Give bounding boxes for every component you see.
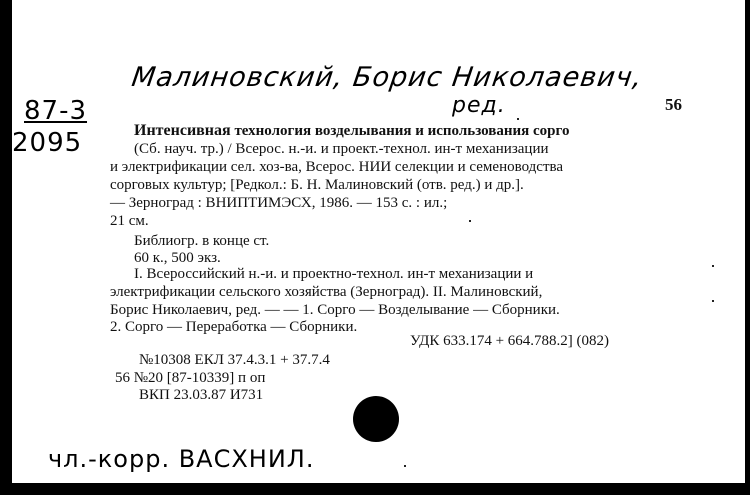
- title-line-5: — Зерноград : ВНИПТИМЭСХ, 1986. — 153 с. : ил.;: [110, 195, 448, 211]
- udc-line: УДК 633.174 + 664.788.2] (082): [410, 333, 610, 349]
- handwritten-role: ред.: [452, 93, 506, 118]
- card-number: 56: [665, 95, 682, 114]
- title-line-1-rest: технология возделывания и использования сорго: [234, 123, 570, 139]
- speck: [517, 118, 519, 120]
- bibliography-note: Библиогр. в конце ст.: [134, 233, 270, 249]
- tracing-line-2: электрификации сельского хозяйства (Зерноград). II. Малиновский,: [110, 284, 543, 300]
- handwritten-shelfmark-bottom: 2095: [12, 128, 83, 158]
- tracing-line-4: 2. Сорго — Переработка — Сборники.: [110, 319, 358, 335]
- price-run: 60 к., 500 экз.: [134, 250, 221, 266]
- punch-hole: [353, 396, 399, 442]
- tracing-line-1: I. Всероссийский н.-и. и проектно-технол. ин-т механизации и: [134, 266, 534, 282]
- title-line-2: (Сб. науч. тр.) / Всерос. н.-и. и проект.-технол. ин-т механизации: [134, 141, 549, 157]
- handwritten-heading: Малиновский, Борис Николаевич,: [129, 62, 645, 93]
- speck: [712, 265, 714, 267]
- inventory-line: 56 №20 [87-10339] п оп: [115, 370, 266, 386]
- title-line-4: сорговых культур; [Редкол.: Б. Н. Малиновский (отв. ред.) и др.].: [110, 177, 524, 193]
- vkp-line: ВКП 23.03.87 И731: [139, 387, 264, 403]
- title-line-1: [134, 122, 569, 140]
- catalog-card: [12, 0, 745, 483]
- ekl-line: №10308 ЕКЛ 37.4.3.1 + 37.7.4: [139, 352, 330, 368]
- handwritten-footer: чл.-корр. ВАСХНИЛ.: [48, 445, 315, 473]
- speck: [469, 220, 471, 222]
- speck: [712, 300, 714, 302]
- speck: [404, 465, 406, 467]
- title-line-3: и электрификации сел. хоз-ва, Всерос. НИИ селекции и семеноводства: [110, 159, 564, 175]
- tracing-line-3: Борис Николаевич, ред. — — 1. Сорго — Возделывание — Сборники.: [110, 302, 560, 318]
- handwritten-shelfmark-top: 87-3: [24, 96, 88, 126]
- title-lead-word: Интенсивная: [134, 122, 231, 139]
- title-line-6: 21 см.: [110, 213, 149, 229]
